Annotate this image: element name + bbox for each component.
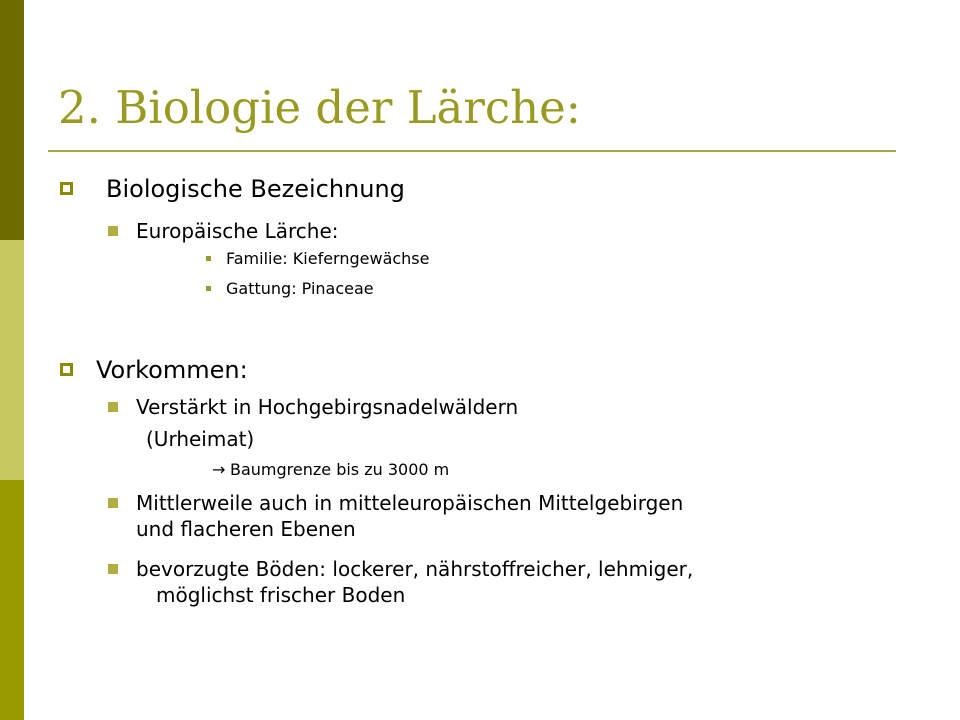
level2-bullet [108, 564, 118, 574]
list-subitem-family: Familie: Kieferngewächse [226, 249, 430, 268]
list-item-original-home: (Urheimat) [146, 427, 255, 451]
level1-bullet [60, 363, 73, 376]
level3-bullet [206, 286, 211, 291]
level2-bullet [108, 226, 118, 236]
level2-bullet [108, 498, 118, 508]
list-item-central-europe: Mittlerweile auch in mitteleuropäischen Mittelgebirgen [136, 491, 684, 515]
list-subitem-tree-line: Baumgrenze bis zu 3000 m [230, 460, 450, 479]
list-item-high-mountain-forests: Verstärkt in Hochgebirgsnadelwäldern [136, 395, 519, 419]
list-item-central-europe-cont: und flacheren Ebenen [136, 517, 356, 541]
sidebar-segment-mid [0, 480, 24, 720]
level1-bullet [60, 182, 73, 195]
arrow-right-icon: → [212, 460, 226, 479]
section-heading-biological-name: Biologische Bezeichnung [106, 175, 405, 203]
level3-bullet [206, 256, 211, 261]
list-item-european-larch: Europäische Lärche: [136, 219, 339, 243]
level2-bullet [108, 402, 118, 412]
list-item-preferred-soils-cont: möglichst frischer Boden [156, 583, 406, 607]
slide-title: 2. Biologie der Lärche: [58, 81, 581, 134]
sidebar-decoration [0, 0, 24, 720]
list-subitem-genus: Gattung: Pinaceae [226, 279, 374, 298]
title-divider [48, 150, 896, 152]
section-heading-occurrence: Vorkommen: [96, 356, 248, 384]
sidebar-segment-light [0, 240, 24, 480]
sidebar-segment-dark [0, 0, 24, 240]
list-item-preferred-soils: bevorzugte Böden: lockerer, nährstoffreicher, lehmiger, [136, 557, 694, 581]
